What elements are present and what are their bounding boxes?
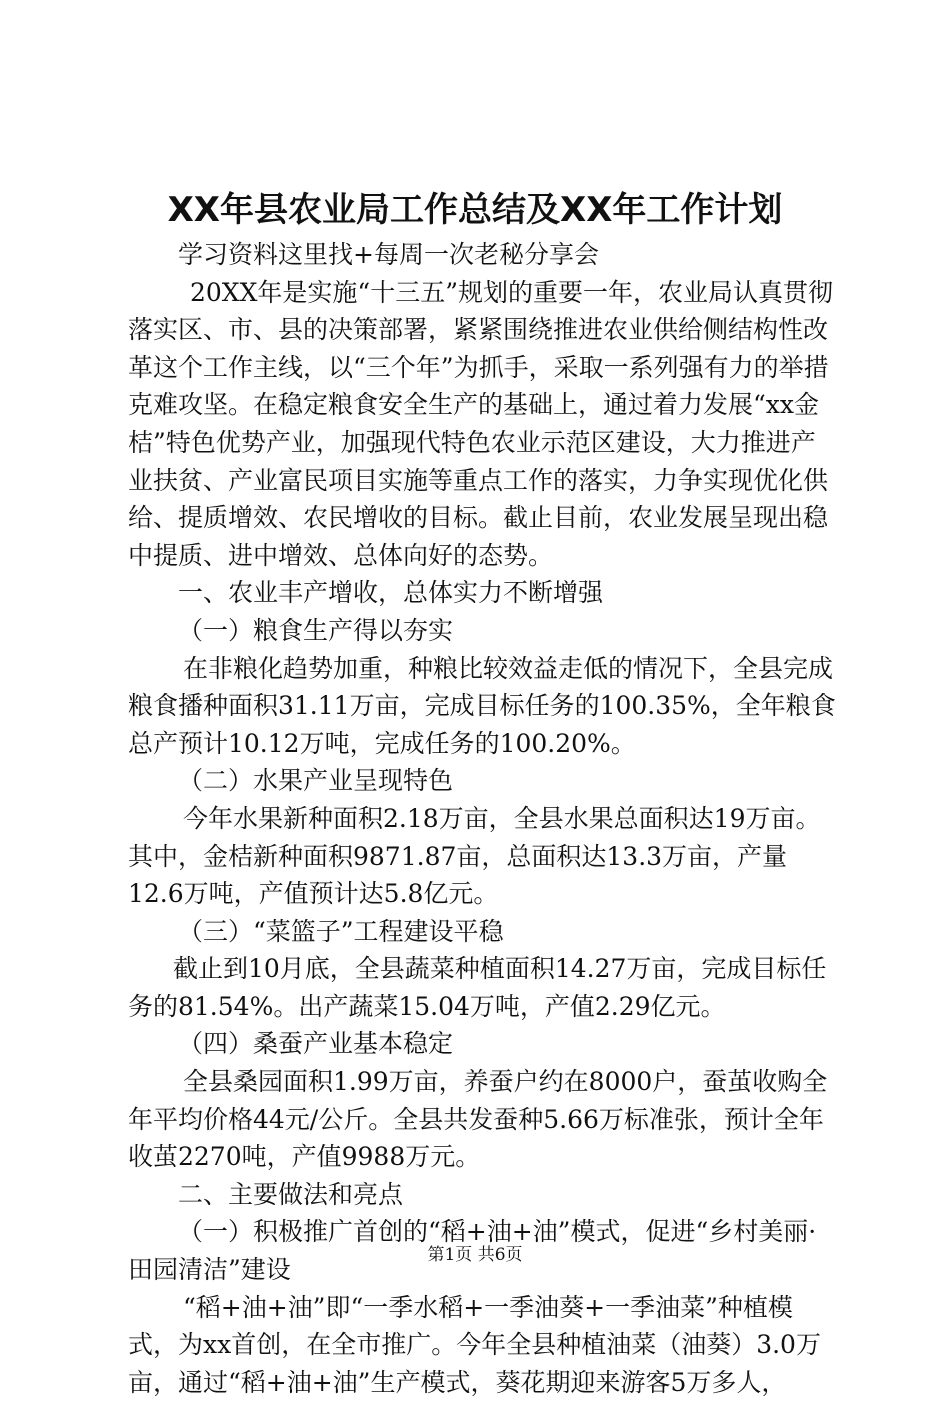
subsection-heading: （三）“菜篮子”工程建设平稳 [178, 916, 504, 946]
document-body [128, 236, 838, 1401]
paragraph: 全县桑园面积1.99万亩，养蚕户约在8000户，蚕茧收购全年平均价格44元/公斤。全县共发蚕种5.66万标准张，预计全年收茧2270吨，产值9988万元。 [128, 1067, 828, 1172]
subsection-heading: （二）水果产业呈现特色 [178, 766, 454, 796]
paragraph: 20XX年是实施“十三五”规划的重要一年，农业局认真贯彻落实区、市、县的决策部署，紧紧围绕推进农业供给侧结构性改革这个工作主线，以“三个年”为抓手，采取一系列强有力的举措克难攻坚。在稳定粮食安全生产的基础上，通过着力发展“xx金桔”特色优势产业，加强现代特色农业示范区建设，大力推进产业扶贫、产业富民项目实施等重点工作的落实，力争实现优化供给、提质增效、农民增收的目标。截止目前，农业发展呈现出稳中提质、进中增效、总体向好的态势。 [128, 277, 833, 570]
section-heading: 一、农业丰产增收，总体实力不断增强 [178, 578, 604, 608]
ad-line: 学习资料这里找+每周一次老秘分享会 [178, 240, 599, 269]
page-footer: 第1页 共6页 [427, 1245, 523, 1265]
paragraph: 在非粮化趋势加重，种粮比较效益走低的情况下，全县完成粮食播种面积31.11万亩，完成目标任务的100.35%，全年粮食总产预计10.12万吨，完成任务的100.20%。 [128, 653, 836, 758]
paragraph: “稻+油+油”即“一季水稻+一季油葵+一季油菜”种植模式，为xx首创，在全市推广。今年全县种植油菜（油葵）3.0万亩，通过“稻+油+油”生产模式，葵花期迎来游客5万多人， [128, 1292, 821, 1397]
section-heading: 二、主要做法和亮点 [178, 1179, 404, 1209]
subsection-heading: （一）积极推广首创的“稻+油+油”模式，促进“乡村美丽·田园清洁”建设 [128, 1217, 817, 1285]
paragraph: 截止到10月底，全县蔬菜种植面积14.27万亩，完成目标任务的81.54%。出产蔬菜15.04万吨，产值2.29亿元。 [128, 954, 827, 1021]
paragraph: 今年水果新种面积2.18万亩，全县水果总面积达19万亩。其中，金桔新种面积9871.87亩，总面积达13.3万亩，产量12.6万吨，产值预计达5.8亿元。 [128, 803, 821, 909]
subsection-heading: （一）粮食生产得以夯实 [178, 615, 454, 645]
subsection-heading: （四）桑蚕产业基本稳定 [178, 1029, 454, 1059]
document-title: XX年县农业局工作总结及XX年工作计划 [167, 190, 783, 230]
